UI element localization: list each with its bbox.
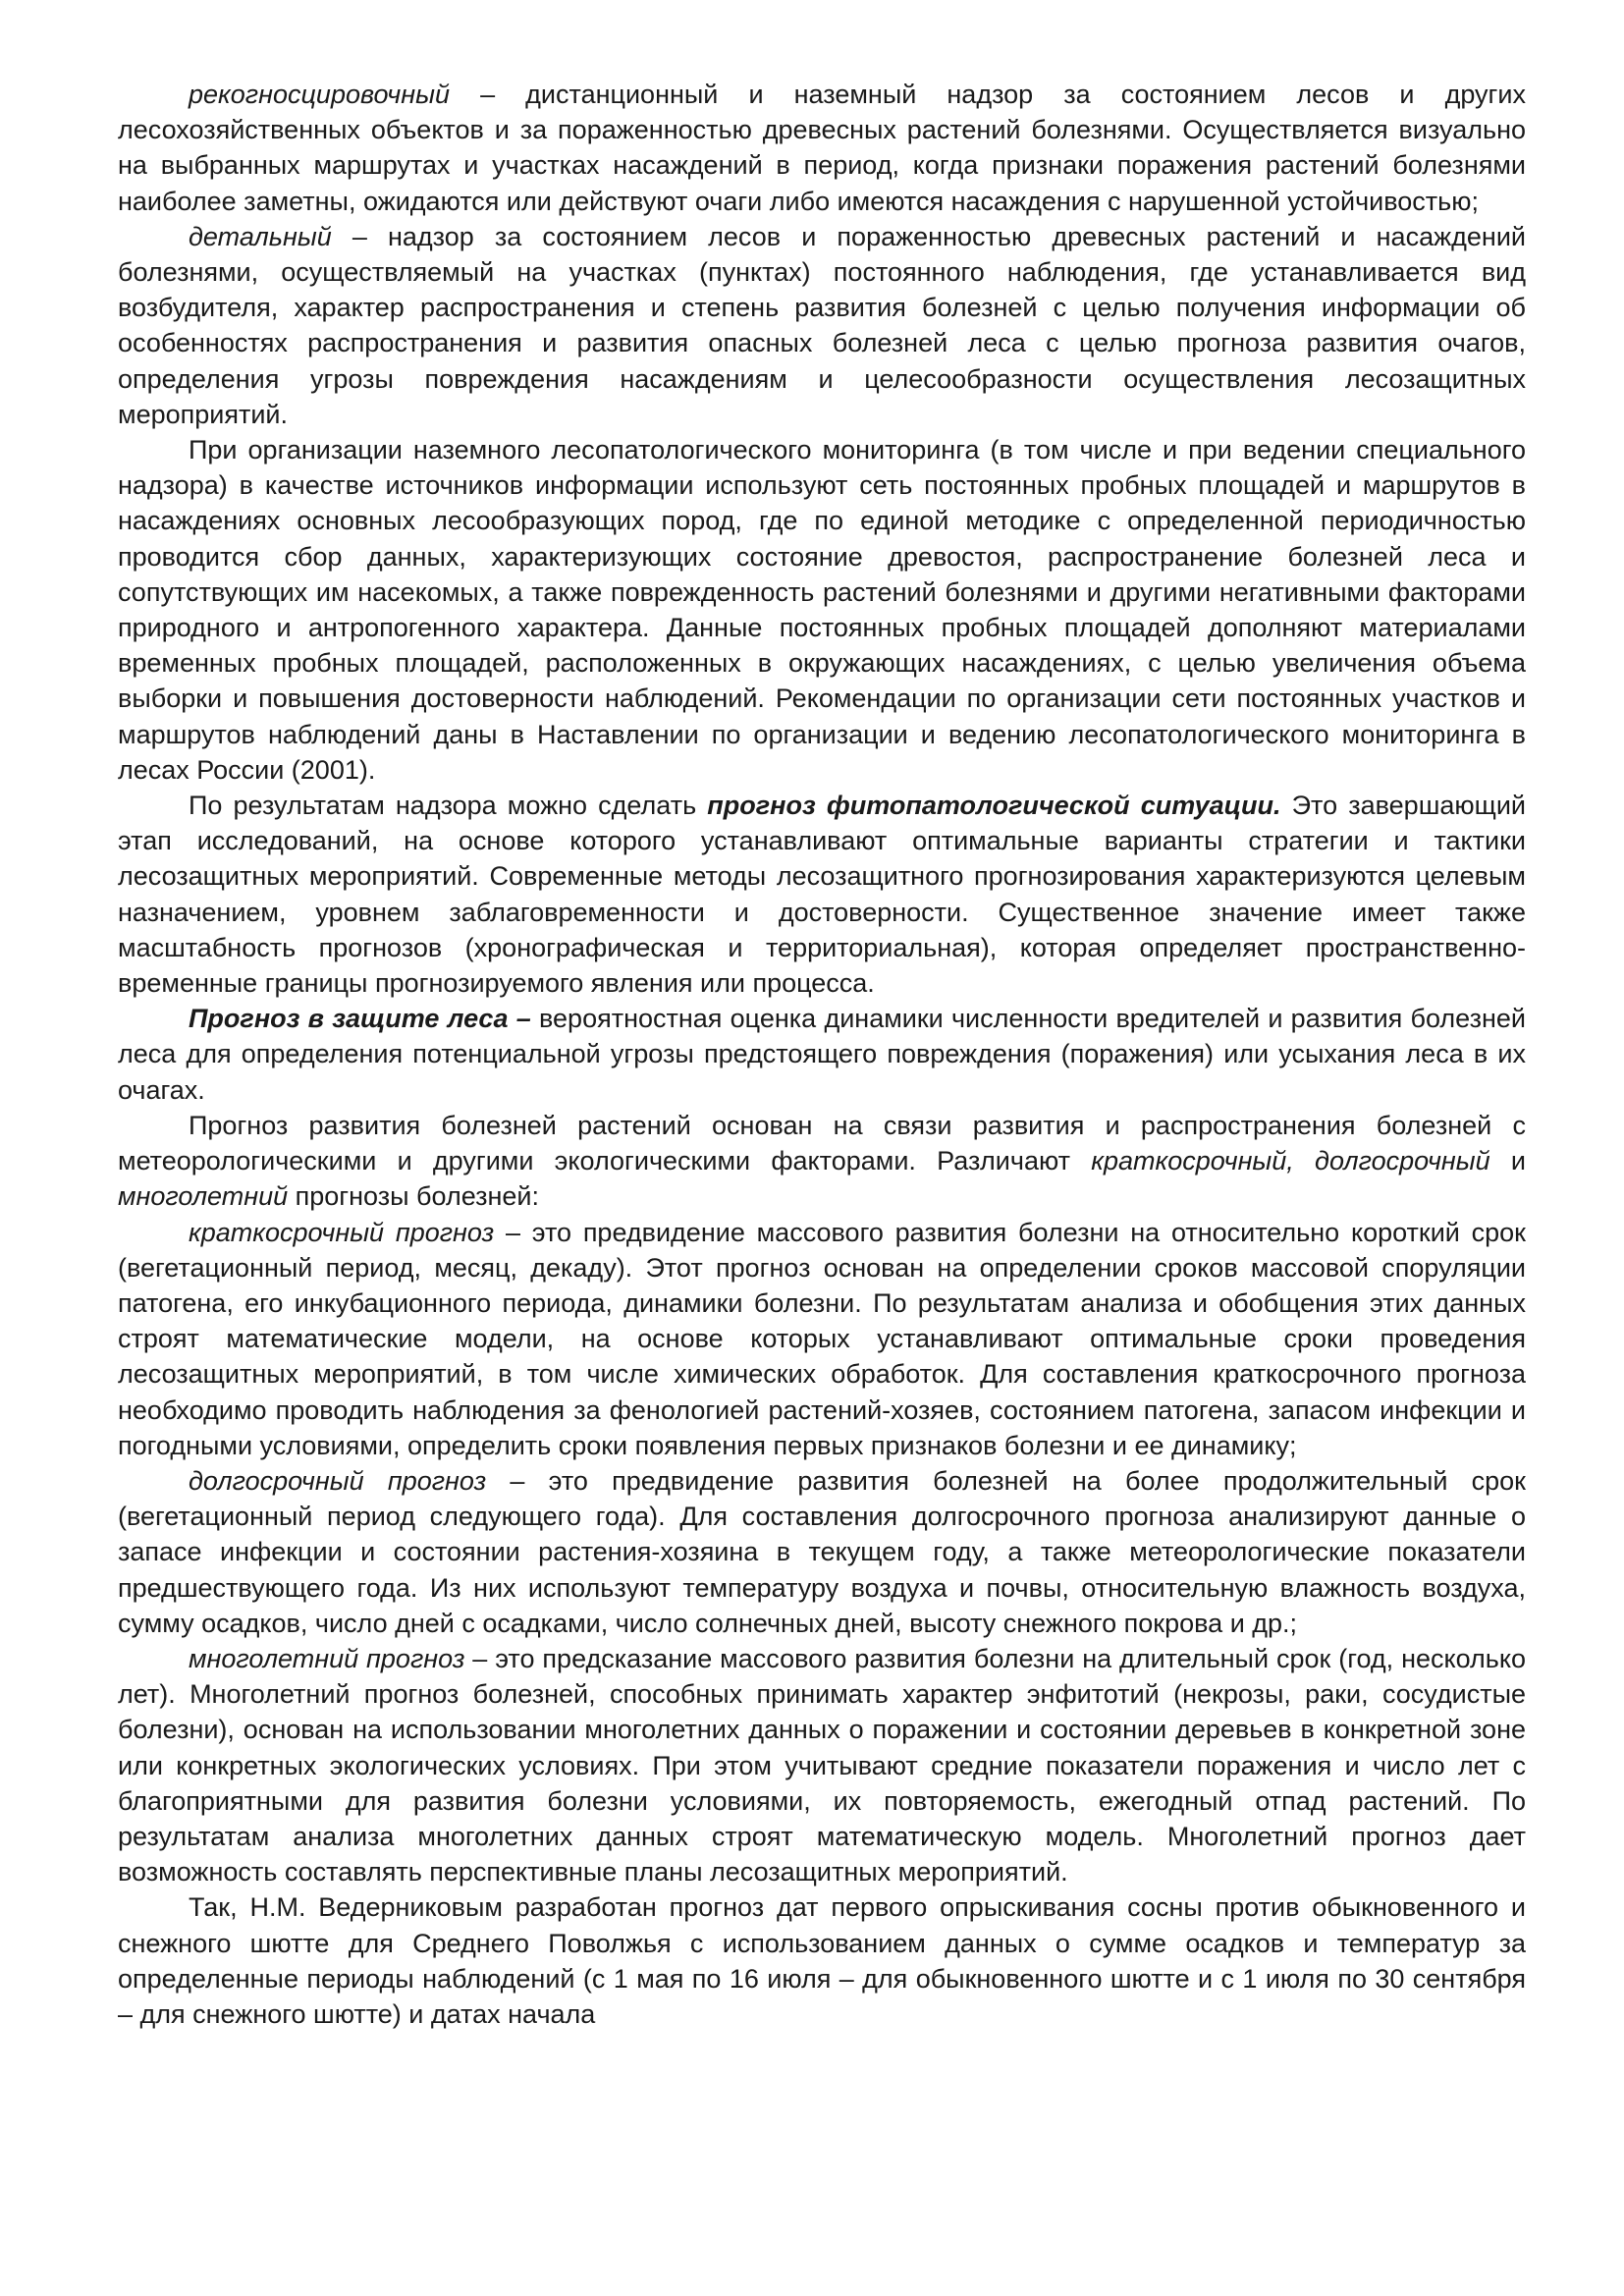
paragraph-vedernikov-example — [118, 1889, 1526, 2032]
term-short-long-term: краткосрочный, долгосрочный — [1091, 1146, 1490, 1176]
term-forecast-in-forest-protection: Прогноз в защите леса – — [189, 1004, 531, 1034]
paragraph-connector: и — [1489, 1146, 1526, 1176]
paragraph-short-term-forecast — [118, 1215, 1526, 1463]
paragraph-phytopathological-forecast — [118, 788, 1526, 1001]
paragraph-lead: Прогноз развития болезней растений основан на связи развития и распространения болезней с метеорологическими и другими экологическими факторами. Различают — [118, 1110, 1526, 1176]
paragraph-long-term-forecast — [118, 1463, 1526, 1641]
term-detailed: детальный — [189, 221, 332, 251]
paragraph-forecast-definition — [118, 1001, 1526, 1108]
paragraph-text: – надзор за состоянием лесов и пораженностью древесных растений и насаждений болезнями, осуществляемый на участках (пунктах) постоянного наблюдения, где устанавливается вид возбудителя, характер распространения и степень развития болезней с целью получения информации об особенностях распространения и развития опасных болезней леса с целью прогноза развития очагов, определения угрозы повреждения насаждениям и целесообразности осуществления лесозащитных мероприятий. — [118, 221, 1526, 429]
paragraph-lead: По результатам надзора можно сделать — [189, 791, 708, 821]
paragraph-text: Так, Н.М. Ведерниковым разработан прогноз дат первого опрыскивания сосны против обыкновенного и снежного шютте для Среднего Поволжья с использованием данных о сумме осадков и температур за определенные периоды наблюдений (с 1 мая по 16 июля – для обыкновенного шютте и с 1 июля по 30 сентября – для снежного шютте) и датах начала — [118, 1892, 1526, 2029]
term-multiyear: многолетний — [118, 1181, 289, 1212]
paragraph-forecast-types — [118, 1108, 1526, 1215]
term-multiyear-forecast: многолетний прогноз — [189, 1643, 465, 1673]
paragraph-text: При организации наземного лесопатологического мониторинга (в том числе и при ведении специального надзора) в качестве источников информации используют сеть постоянных пробных площадей и маршрутов в насаждениях основных лесообразующих пород, где по единой методике с определенной периодичностью проводится сбор данных, характеризующих состояние древостоя, распространение болезней леса и сопутствующих им насекомых, а также поврежденность растений болезнями и другими негативными факторами природного и антропогенного характера. Данные постоянных пробных площадей дополняют материалами временных пробных площадей, расположенных в окружающих насаждениях, с целью увеличения объема выборки и повышения достоверности наблюдений. Рекомендации по организации сети постоянных участков и маршрутов наблюдений даны в Наставлении по организации и ведению лесопатологического мониторинга в лесах России (2001). — [118, 435, 1526, 785]
paragraph-text: прогнозы болезней: — [288, 1181, 540, 1212]
paragraph-text: – дистанционный и наземный надзор за состоянием лесов и других лесохозяйственных объектов и за пораженностью древесных растений болезнями. Осуществляется визуально на выбранных маршрутах и участках насаждений в период, когда признаки поражения растений болезнями наиболее заметны, ожидаются или действуют очаги либо имеются насаждения с нарушенной устойчивостью; — [118, 80, 1526, 216]
document-page — [118, 77, 1526, 2032]
paragraph-text: вероятностная оценка динамики численности вредителей и развития болезней леса для определения потенциальной угрозы предстоящего повреждения (поражения) или усыхания леса в их очагах. — [118, 1004, 1526, 1105]
paragraph-text: – это предвидение развития болезней на более продолжительный срок (вегетационный период следующего года). Для составления долгосрочного прогноза анализируют данные о запасе инфекции и состоянии растения-хозяина в текущем году, а также метеорологические показатели предшествующего года. Из них используют температуру воздуха и почвы, относительную влажность воздуха, сумму осадков, число дней с осадками, число солнечных дней, высоту снежного покрова и др.; — [118, 1465, 1526, 1638]
paragraph-multiyear-forecast — [118, 1641, 1526, 1889]
paragraph-reconnaissance-supervision — [118, 77, 1526, 219]
paragraph-text: – это предсказание массового развития болезни на длительный срок (год, несколько лет). Многолетний прогноз болезней, способных принимать характер энфитотий (некрозы, раки, сосудистые болезни), основан на использовании многолетних данных о поражении и состоянии деревьев в конкретной зоне или конкретных экологических условиях. При этом учитывают средние показатели поражения и число лет с благоприятными для развития болезни условиями, их повторяемость, ежегодный отпад растений. По результатам анализа многолетних данных строят математическую модель. Многолетний прогноз дает возможность составлять перспективные планы лесозащитных мероприятий. — [118, 1643, 1526, 1887]
paragraph-text: – это предвидение массового развития болезни на относительно короткий срок (вегетационный период, месяц, декаду). Этот прогноз основан на определении сроков массовой споруляции патогена, его инкубационного периода, динамики болезни. По результатам анализа и обобщения этих данных строят математические модели, на основе которых устанавливают оптимальные сроки проведения лесозащитных мероприятий, в том числе химических обработок. Для составления краткосрочного прогноза необходимо проводить наблюдения за фенологией растений-хозяев, состоянием патогена, запасом инфекции и погодными условиями, определить сроки появления первых признаков болезни и ее динамику; — [118, 1217, 1526, 1460]
paragraph-text: Это завершающий этап исследований, на основе которого устанавливают оптимальные варианты стратегии и тактики лесозащитных мероприятий. Современные методы лесозащитного прогнозирования характеризуются целевым назначением, уровнем заблаговременности и достоверности. Существенное значение имеет также масштабность прогнозов (хронографическая и территориальная), которая определяет пространственно-временные границы прогнозируемого явления или процесса. — [118, 791, 1526, 999]
term-short-term-forecast: краткосрочный прогноз — [189, 1217, 495, 1247]
term-phytopathological-forecast: прогноз фитопатологической ситуации. — [707, 791, 1281, 821]
term-reconnaissance: рекогносцировочный — [189, 80, 450, 109]
paragraph-detailed-supervision — [118, 219, 1526, 432]
paragraph-ground-monitoring — [118, 432, 1526, 788]
term-long-term-forecast: долгосрочный прогноз — [189, 1465, 487, 1496]
